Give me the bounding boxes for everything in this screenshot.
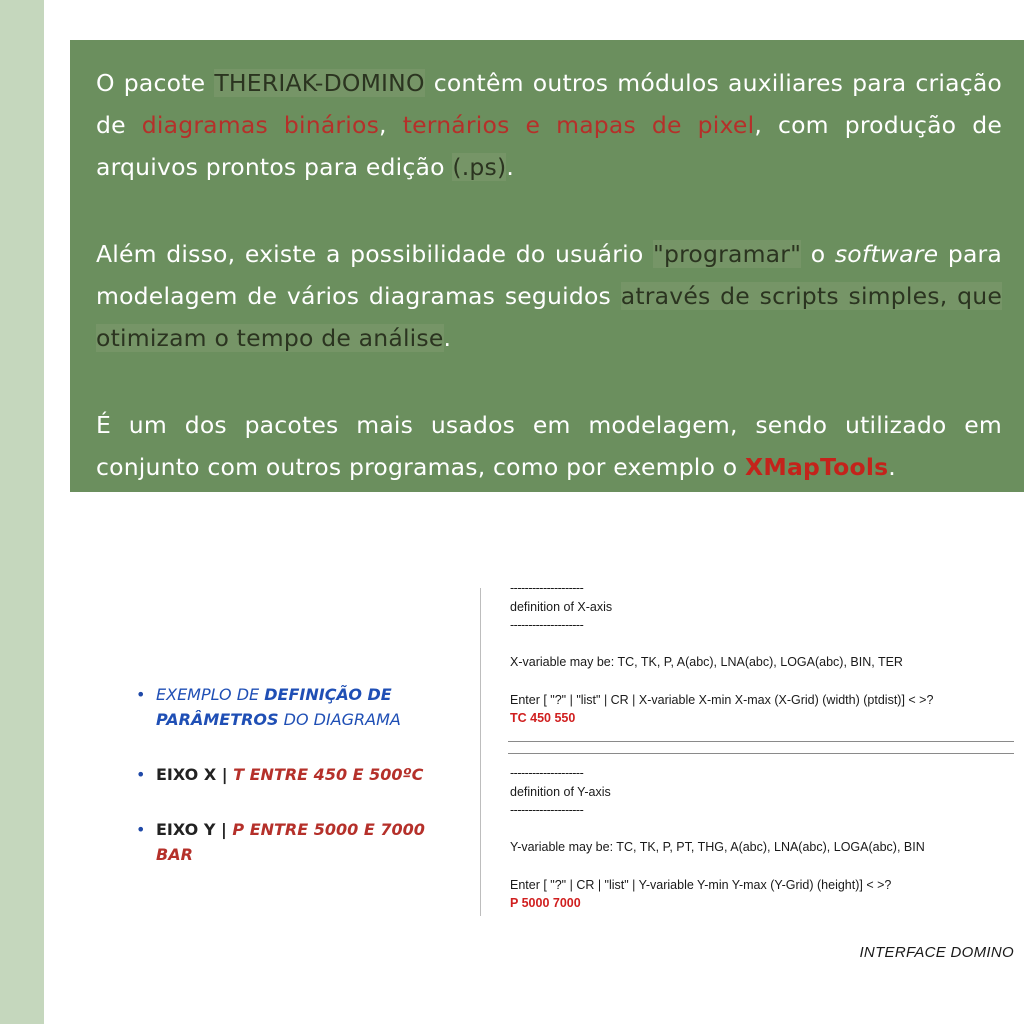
- dash-line: --------------------: [510, 803, 584, 817]
- binary-diagrams-highlight: diagramas binários: [141, 111, 380, 139]
- x-axis-title: definition of X-axis: [510, 600, 613, 614]
- x-axis-prompt: Enter [ "?" | "list" | CR | X-variable X-min X-max (X-Grid) (width) (ptdist)] < >?: [510, 693, 934, 707]
- console-separator-bottom: [508, 753, 1014, 754]
- y-axis-prompt: Enter [ "?" | CR | "list" | Y-variable Y-min Y-max (Y-Grid) (height)] < >?: [510, 878, 892, 892]
- dash-line: --------------------: [510, 766, 584, 780]
- left-decorative-strip: [0, 0, 44, 1024]
- xmaptools-highlight: XMapTools: [745, 453, 889, 481]
- bullet-y-axis: • EIXO Y | P ENTRE 5000 E 7000 BAR: [136, 817, 456, 867]
- intro-paragraph-1: O pacote THERIAK-DOMINO contêm outros módulos auxiliares para criação de diagramas binários, ternários e mapas de pixel, com produção de arquivos prontos para edição (.ps).: [96, 69, 1003, 181]
- console-separator-top: [508, 741, 1014, 742]
- ps-extension-highlight: (.ps): [452, 153, 507, 181]
- x-variable-options: X-variable may be: TC, TK, P, A(abc), LNA(abc), LOGA(abc), BIN, TER: [510, 655, 903, 669]
- dash-line: --------------------: [510, 581, 584, 595]
- ternary-pixel-maps-highlight: ternários e mapas de pixel: [402, 111, 755, 139]
- image-caption: INTERFACE DOMINO: [859, 944, 1014, 961]
- bullet-x-axis: • EIXO X | T ENTRE 450 E 500ºC: [136, 762, 456, 787]
- programar-highlight: "programar": [652, 240, 802, 268]
- software-italic: software: [834, 240, 939, 268]
- parameter-bullet-list: [136, 682, 456, 897]
- vertical-divider: [480, 588, 481, 916]
- y-variable-options: Y-variable may be: TC, TK, P, PT, THG, A(abc), LNA(abc), LOGA(abc), BIN: [510, 840, 925, 854]
- intro-paragraph-2: Além disso, existe a possibilidade do usuário "programar" o software para modelagem de vários diagramas seguidos através de scripts simples, que otimizam o tempo de análise.: [96, 240, 1003, 352]
- dash-line: --------------------: [510, 618, 584, 632]
- package-name-highlight: THERIAK-DOMINO: [214, 69, 425, 97]
- bullet-example-definition: • EXEMPLO DE DEFINIÇÃO DE PARÂMETROS DO DIAGRAMA: [136, 682, 456, 732]
- y-axis-title: definition of Y-axis: [510, 785, 611, 799]
- intro-paragraph-3: É um dos pacotes mais usados em modelagem, sendo utilizado em conjunto com outros programas, como por exemplo o XMapTools.: [96, 411, 1002, 481]
- scripts-highlight: através de scripts simples, que otimizam o tempo de análise: [96, 282, 1002, 352]
- y-axis-input-value: P 5000 7000: [510, 896, 581, 910]
- x-axis-input-value: TC 450 550: [510, 711, 576, 725]
